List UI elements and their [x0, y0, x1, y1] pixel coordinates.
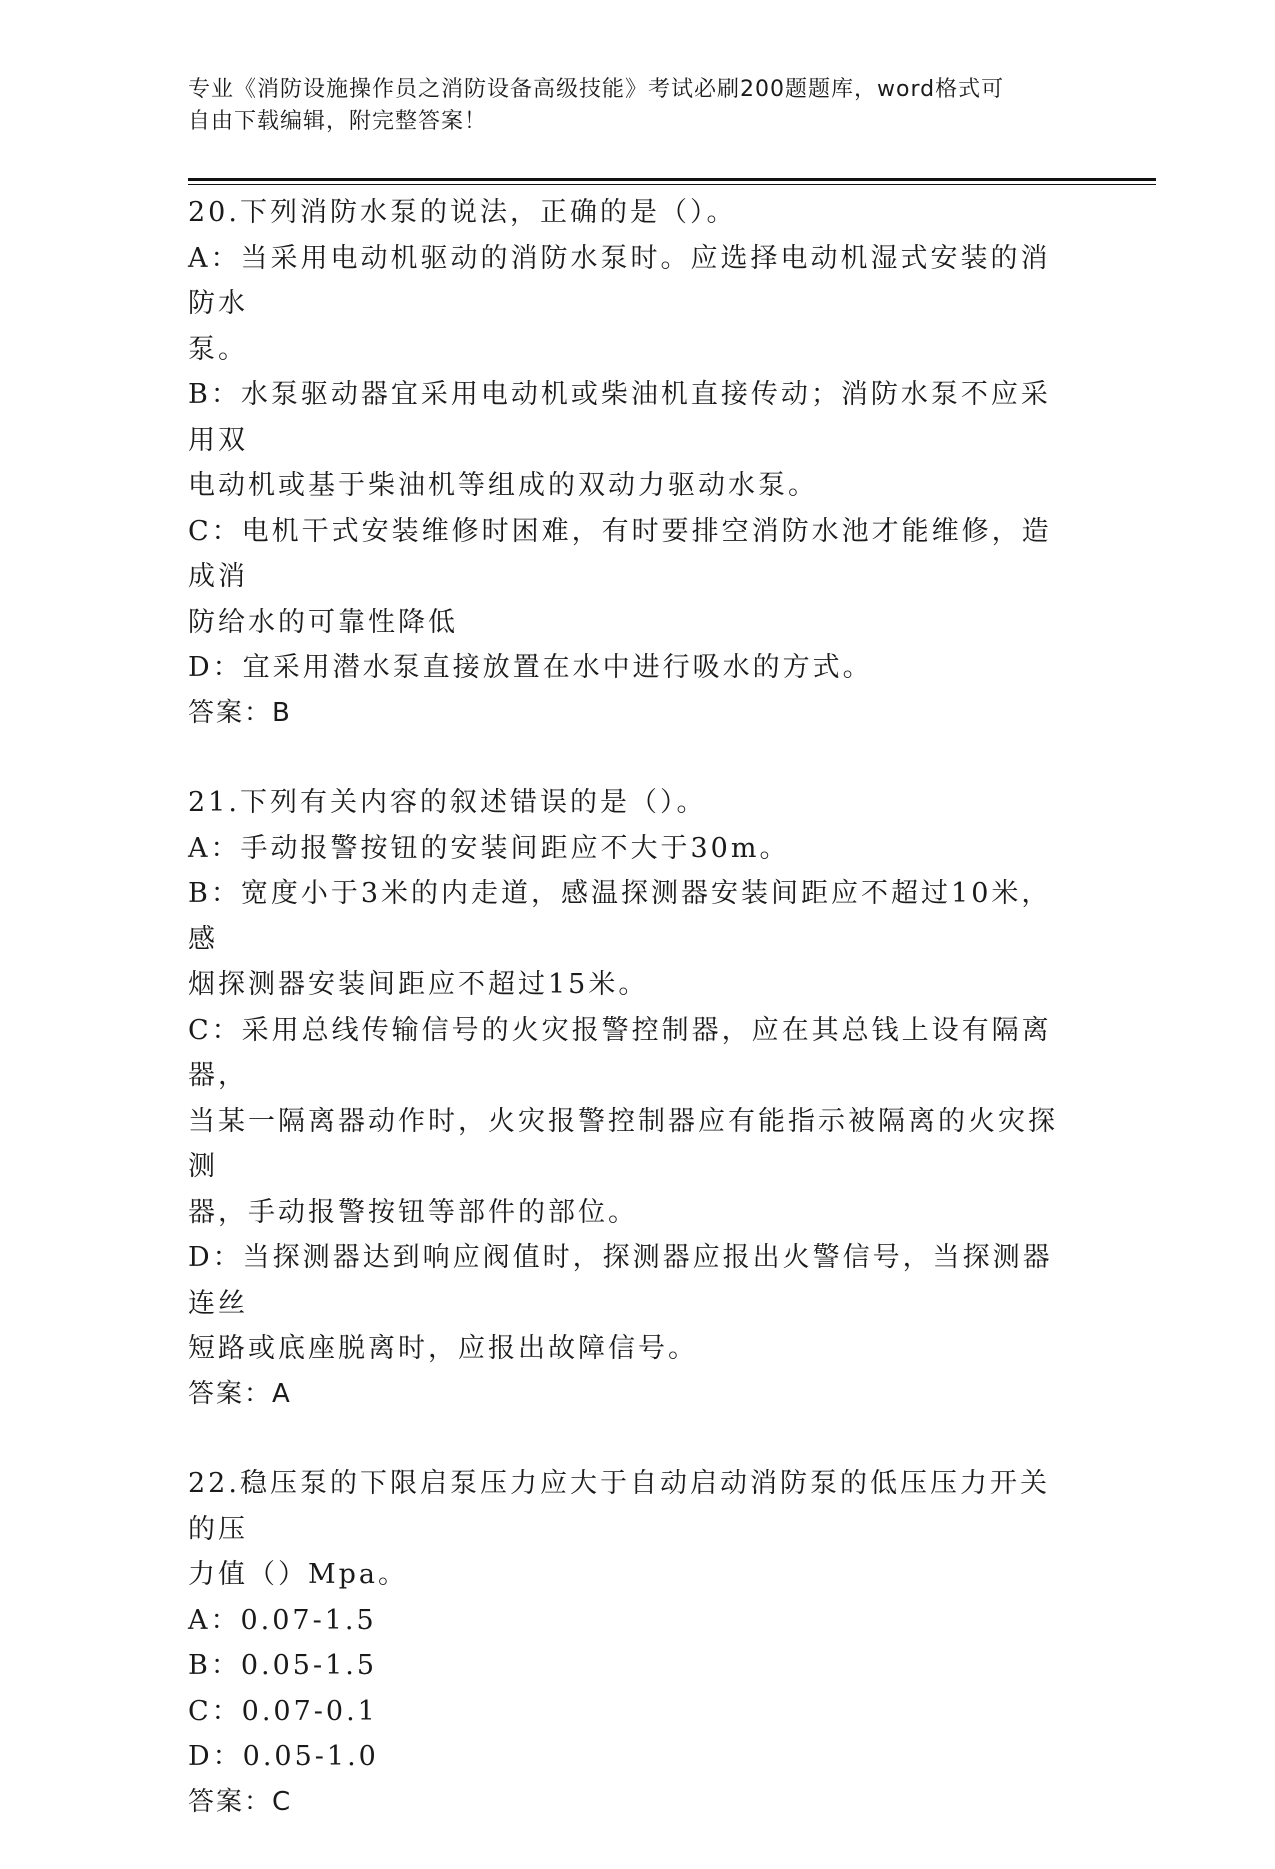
option-line: 防给水的可靠性降低	[188, 606, 458, 638]
option-line: B：水泵驱动器宜采用电动机或柴油机直接传动；消防水泵不应采用双	[188, 379, 1051, 456]
option-a	[188, 1598, 1078, 1644]
option-c	[188, 509, 1078, 646]
option-c	[188, 1008, 1078, 1236]
question-stem: 20.下列消防水泵的说法，正确的是（）。	[188, 197, 737, 228]
option-line: D：当探测器达到响应阀值时，探测器应报出火警信号，当探测器连丝	[188, 1242, 1053, 1319]
answer-line: 答案：A	[188, 1378, 292, 1409]
option-line: D：0.05-1.0	[188, 1741, 379, 1772]
option-b	[188, 372, 1078, 509]
answer-line: 答案：B	[188, 697, 292, 728]
option-d	[188, 645, 1078, 691]
option-line: A：当采用电动机驱动的消防水泵时。应选择电动机湿式安装的消防水	[188, 242, 1051, 319]
option-b	[188, 871, 1078, 1008]
header-line-2: 自由下载编辑，附完整答案！	[188, 109, 488, 134]
option-a	[188, 236, 1078, 373]
document-header	[188, 74, 1088, 138]
option-line: 电动机或基于柴油机等组成的双动力驱动水泵。	[188, 470, 818, 501]
option-line: 烟探测器安装间距应不超过15米。	[188, 969, 649, 1000]
option-line: D：宜采用潜水泵直接放置在水中进行吸水的方式。	[188, 652, 873, 683]
option-line: C：采用总线传输信号的火灾报警控制器，应在其总钱上设有隔离器，	[188, 1014, 1052, 1091]
question-stem: 力值（）Mpa。	[188, 1559, 409, 1590]
option-line: 短路或底座脱离时，应报出故障信号。	[188, 1333, 698, 1364]
option-line: 泵。	[188, 333, 248, 365]
question-stem: 21.下列有关内容的叙述错误的是（）。	[188, 787, 707, 818]
option-a	[188, 826, 1078, 872]
option-line: C：0.07-0.1	[188, 1695, 378, 1727]
option-c	[188, 1689, 1078, 1735]
question-21	[188, 780, 1078, 1417]
option-line: 当某一隔离器动作时，火灾报警控制器应有能指示被隔离的火灾探测	[188, 1105, 1058, 1182]
option-d	[188, 1235, 1078, 1372]
header-rule-thin	[188, 184, 1156, 185]
question-stem: 22.稳压泵的下限启泵压力应大于自动启动消防泵的低压压力开关的压	[188, 1468, 1050, 1545]
answer-line: 答案：C	[188, 1786, 293, 1817]
question-22	[188, 1461, 1078, 1825]
option-line: C：电机干式安装维修时困难，有时要排空消防水池才能维修，造成消	[188, 515, 1052, 592]
option-line: A：手动报警按钮的安装间距应不大于30m。	[188, 832, 790, 864]
option-line: B：宽度小于3米的内走道，感温探测器安装间距应不超过10米，感	[188, 878, 1052, 955]
option-line: B：0.05-1.5	[188, 1650, 378, 1681]
header-rule-thick	[188, 178, 1156, 181]
option-line: A：0.07-1.5	[188, 1604, 377, 1636]
option-line: 器，手动报警按钮等部件的部位。	[188, 1196, 638, 1228]
option-d	[188, 1734, 1078, 1780]
question-20	[188, 190, 1078, 736]
question-list	[188, 190, 1078, 1869]
header-line-1: 专业《消防设施操作员之消防设备高级技能》考试必刷200题题库，word格式可	[188, 77, 1005, 102]
